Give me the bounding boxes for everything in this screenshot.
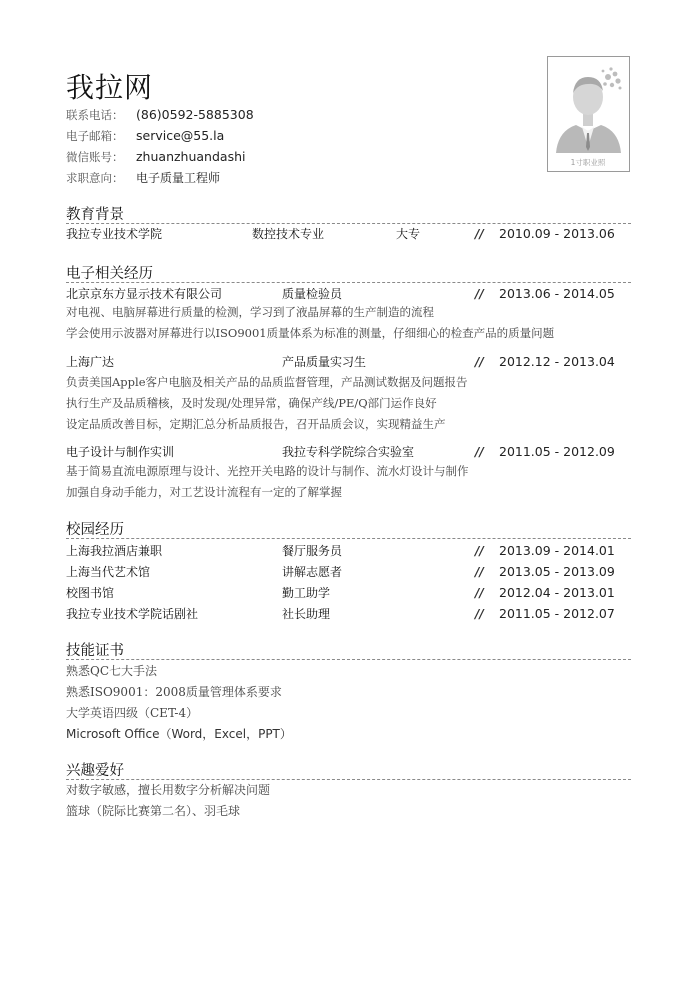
contact-row-objective: [66, 167, 254, 188]
role: 我拉专科学院综合实验室: [282, 445, 415, 459]
person-silhouette-icon: [548, 57, 629, 171]
email-label: 电子邮箱：: [66, 128, 124, 143]
experience-description: 执行生产及品质稽核，及时发现/处理异常，确保产线/PE/Q部门运作良好: [66, 396, 437, 410]
date-separator: //: [475, 565, 484, 579]
campus-row: [66, 604, 631, 624]
date-range: 2011.05 - 2012.07: [499, 606, 615, 621]
date-separator: //: [475, 355, 484, 369]
wechat-label: 微信账号：: [66, 149, 124, 164]
experience-row: [66, 352, 631, 372]
date-range: 2011.05 - 2012.09: [499, 444, 615, 459]
contact-row-phone: [66, 104, 254, 125]
experience-description: 学会使用示波器对屏幕进行以ISO9001质量体系为标准的测量，仔细细心的检查产品的质量问题: [66, 326, 555, 340]
hobby-item: 篮球（院际比赛第二名）、羽毛球: [66, 804, 241, 818]
organization: 北京京东方显示技术有限公司: [66, 287, 223, 301]
contact-row-wechat: [66, 146, 254, 167]
date-separator: //: [475, 445, 484, 459]
organization: 我拉专业技术学院话剧社: [66, 607, 199, 621]
phone-label: 联系电话：: [66, 107, 124, 122]
section-divider: [66, 282, 631, 283]
experience-row: [66, 442, 631, 462]
section-divider: [66, 538, 631, 539]
experience-description: 对电视、电脑屏幕进行质量的检测，学习到了液晶屏幕的生产制造的流程: [66, 305, 434, 319]
section-title-skills: 技能证书: [66, 643, 124, 659]
organization: 上海广达: [66, 355, 115, 369]
date-range: 2012.04 - 2013.01: [499, 585, 615, 600]
candidate-name: 我拉网: [66, 71, 154, 104]
school-name: 我拉专业技术学院: [66, 227, 163, 241]
phone-value: (86)0592-5885308: [136, 107, 254, 122]
organization: 电子设计与制作实训: [66, 445, 175, 459]
objective-value: 电子质量工程师: [136, 171, 221, 185]
role: 质量检验员: [282, 287, 343, 301]
skill-item: 熟悉QC七大手法: [66, 664, 158, 678]
section-title-education: 教育背景: [66, 207, 124, 223]
role: 产品质量实习生: [282, 355, 367, 369]
date-separator: //: [475, 544, 484, 558]
experience-description: 设定品质改善目标，定期汇总分析品质报告，召开品质会议，实现精益生产: [66, 417, 446, 431]
skill-item: Microsoft Office（Word，Excel，PPT）: [66, 727, 292, 741]
campus-row: [66, 583, 631, 603]
hobby-item: 对数字敏感，擅长用数字分析解决问题: [66, 783, 271, 797]
campus-row: [66, 562, 631, 582]
date-range: 2012.12 - 2013.04: [499, 354, 615, 369]
organization: 上海当代艺术馆: [66, 565, 151, 579]
section-title-hobbies: 兴趣爱好: [66, 763, 124, 779]
role: 餐厅服务员: [282, 544, 343, 558]
degree: 大专: [396, 227, 421, 241]
role: 勤工助学: [282, 586, 331, 600]
organization: 上海我拉酒店兼职: [66, 544, 163, 558]
contact-row-email: [66, 125, 254, 146]
date-range: 2013.06 - 2014.05: [499, 286, 615, 301]
email-value: service@55.la: [136, 128, 225, 143]
date-separator: //: [475, 287, 484, 301]
campus-row: [66, 541, 631, 561]
wechat-value: zhuanzhuandashi: [136, 149, 246, 164]
date-separator: //: [475, 227, 484, 241]
section-title-experience: 电子相关经历: [66, 266, 153, 282]
section-divider: [66, 659, 631, 660]
experience-row: [66, 284, 631, 304]
major: 数控技术专业: [252, 227, 325, 241]
date-separator: //: [475, 586, 484, 600]
profile-photo-placeholder: [547, 56, 630, 172]
date-range: 2013.09 - 2014.01: [499, 543, 615, 558]
section-title-campus: 校园经历: [66, 522, 124, 538]
skill-item: 熟悉ISO9001：2008质量管理体系要求: [66, 685, 282, 699]
date-range: 2010.09 - 2013.06: [499, 226, 615, 241]
objective-label: 求职意向：: [66, 170, 124, 185]
contact-info: [66, 104, 254, 188]
role: 社长助理: [282, 607, 331, 621]
education-row: [66, 224, 631, 244]
experience-description: 加强自身动手能力，对工艺设计流程有一定的了解掌握: [66, 485, 342, 499]
skill-item: 大学英语四级（CET-4）: [66, 706, 199, 720]
experience-description: 负责美国Apple客户电脑及相关产品的品质监督管理，产品测试数据及问题报告: [66, 375, 468, 389]
photo-caption: 1寸职业照: [570, 158, 606, 167]
role: 讲解志愿者: [282, 565, 343, 579]
organization: 校图书馆: [66, 586, 115, 600]
date-range: 2013.05 - 2013.09: [499, 564, 615, 579]
experience-description: 基于简易直流电源原理与设计、光控开关电路的设计与制作、流水灯设计与制作: [66, 464, 469, 478]
date-separator: //: [475, 607, 484, 621]
